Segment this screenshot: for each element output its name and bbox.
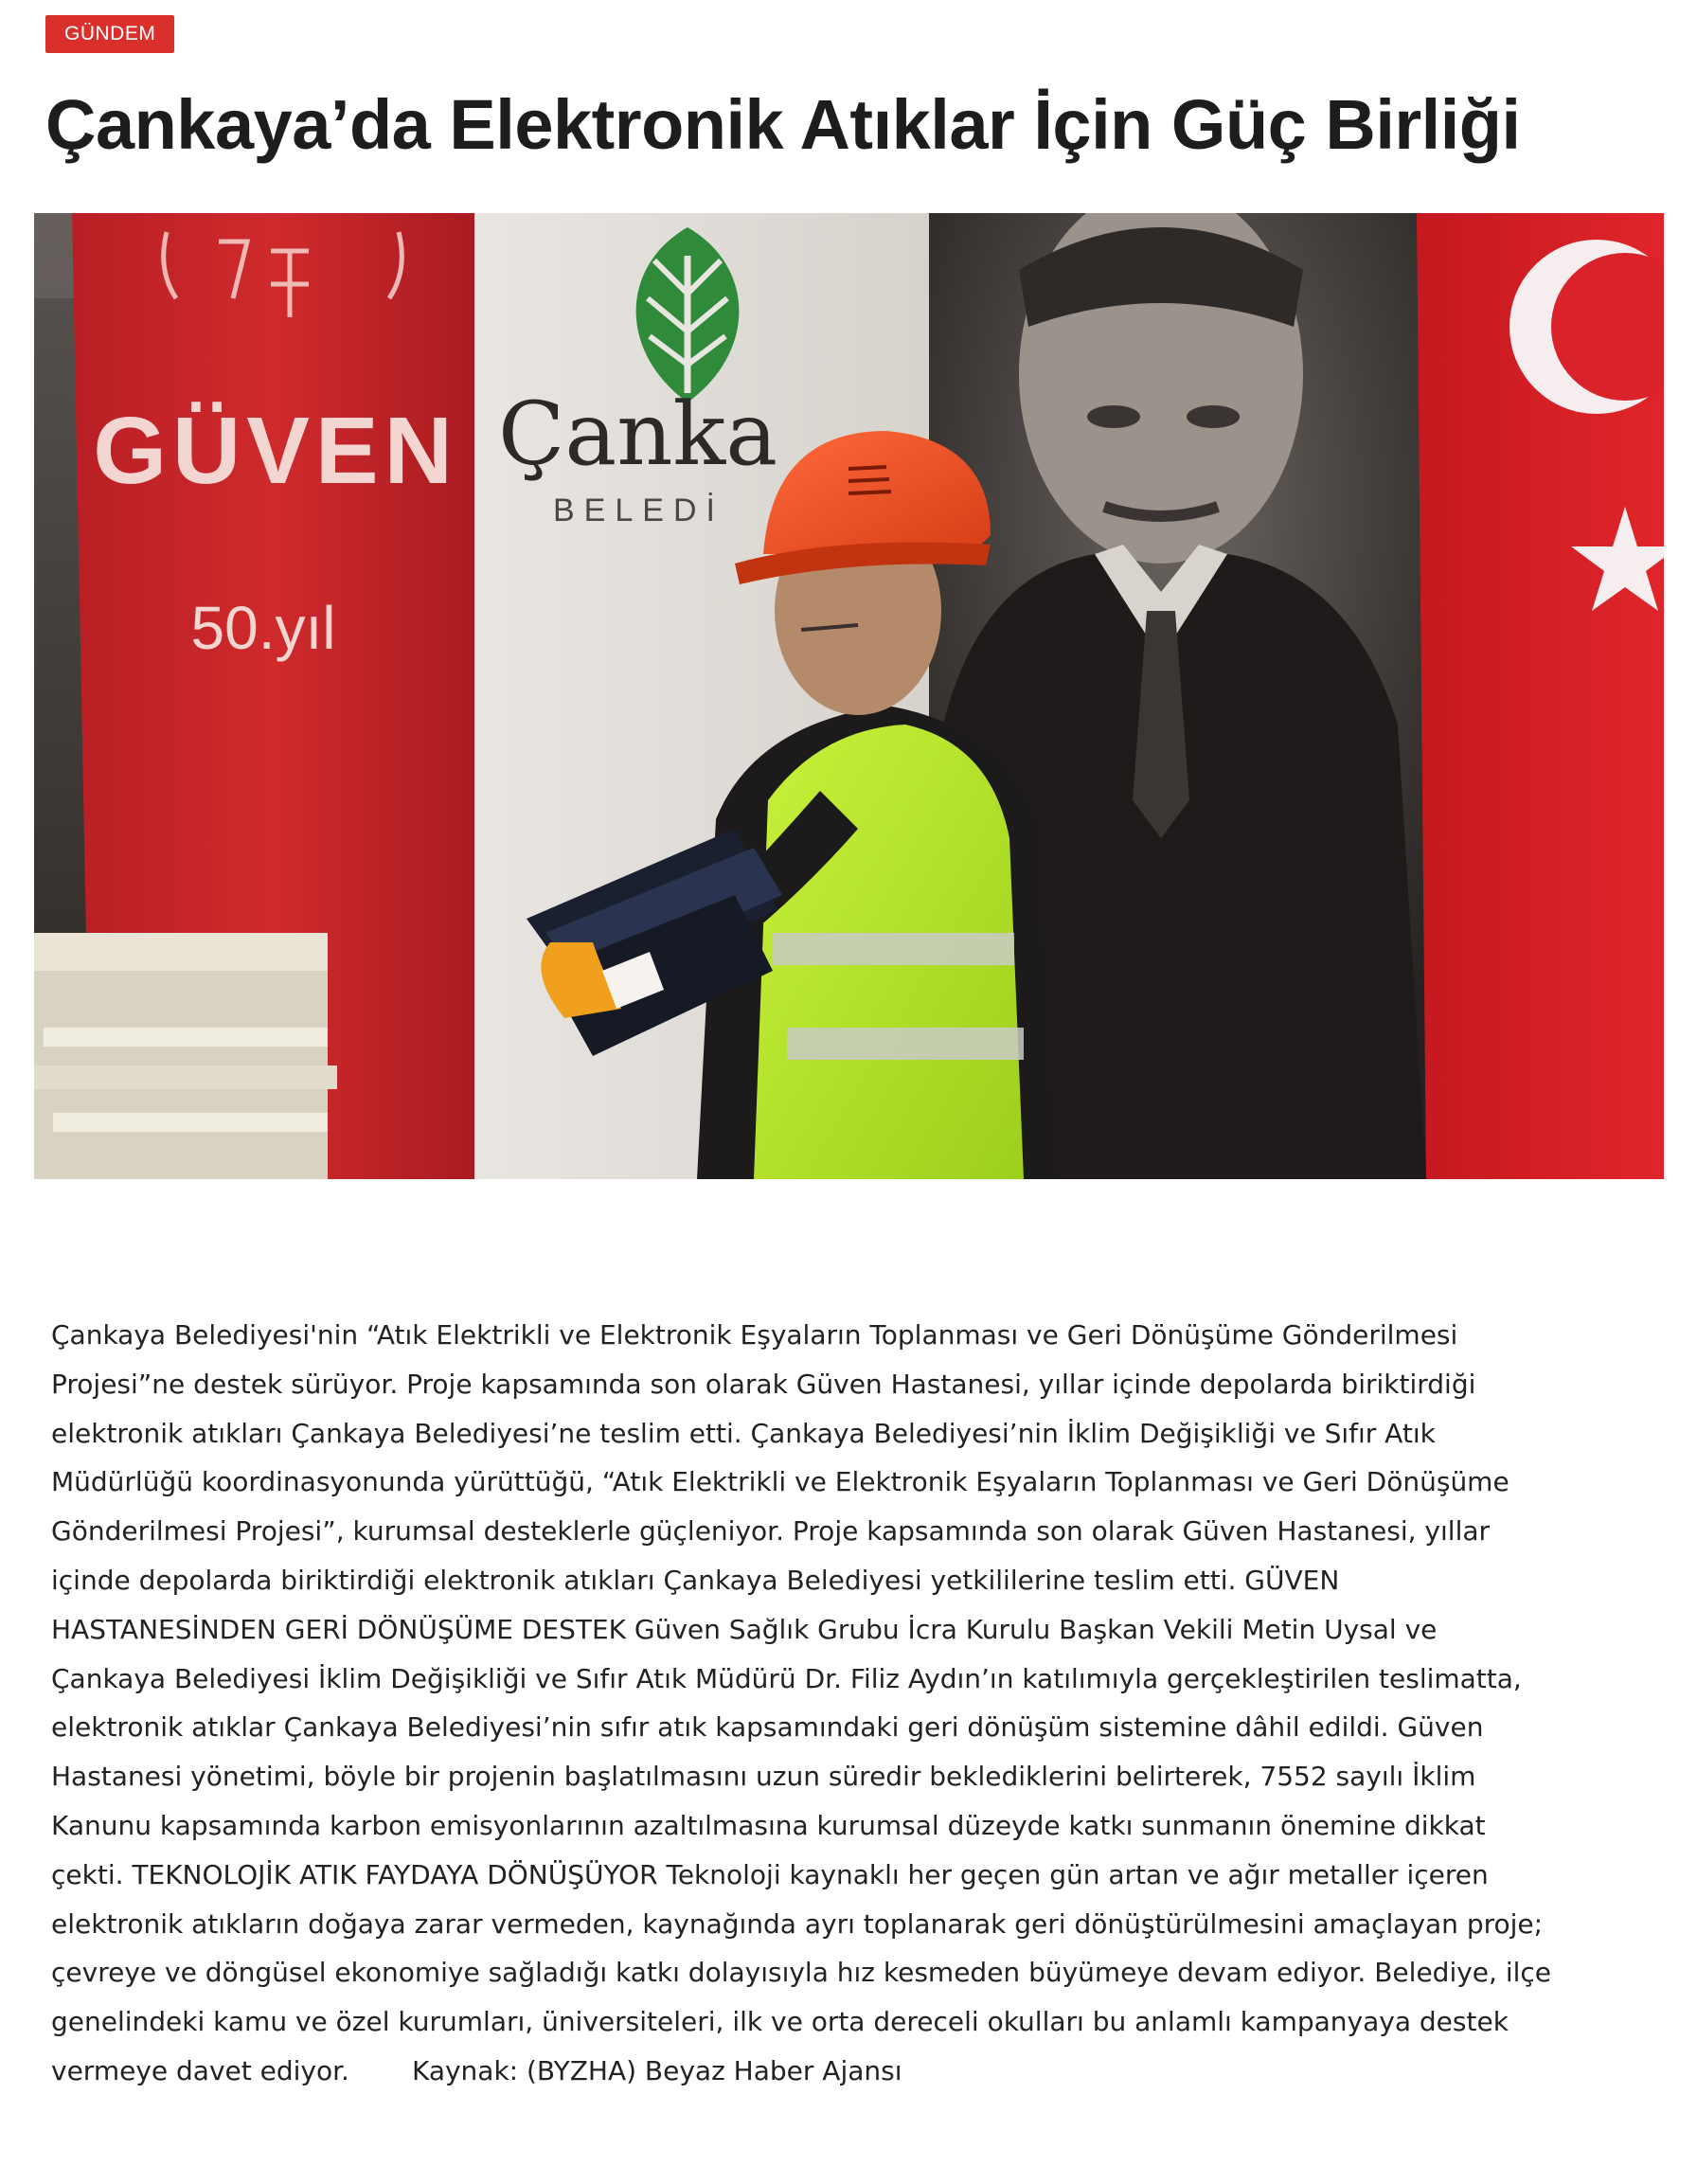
body-line: elektronik atıklar Çankaya Belediyesi’nin sıfır atık kapsamındaki geri dönüşüm sistemine dâhil edildi. Güven — [51, 1711, 1484, 1744]
flag-banner — [1417, 213, 1664, 1179]
body-last-line — [51, 2047, 1652, 2096]
article-body — [51, 1311, 1652, 2096]
body-line: Müdürlüğü koordinasyonunda yürüttüğü, “Atık Elektrikli ve Elektronik Eşyaların Toplanması ve Geri Dönüşüme — [51, 1466, 1509, 1498]
body-line: çekti. TEKNOLOJİK ATIK FAYDAYA DÖNÜŞÜYOR Teknoloji kaynaklı her geçen gün artan ve ağır metaller içeren — [51, 1858, 1489, 1890]
body-line: içinde depolarda biriktirdiği elektronik atıkları Çankaya Belediyesi yetkililerine teslim etti. GÜVEN — [51, 1564, 1340, 1596]
body-line: Projesi”ne destek sürüyor. Proje kapsamında son olarak Güven Hastanesi, yıllar içinde depolarda biriktirdiği — [51, 1368, 1476, 1400]
municipality-sub: BELEDİ — [553, 492, 724, 528]
municipality-name: Çanka — [498, 384, 778, 485]
body-line: çevreye ve döngüsel ekonomiye sağladığı katkı dolayısıyla hız kesmeden büyümeye devam ediyor. Belediye, ilçe — [51, 1957, 1551, 1989]
hospital-name: GÜVEN — [93, 398, 458, 504]
closing-text: vermeye davet ediyor. — [51, 2054, 349, 2086]
body-line: Kanunu kapsamında karbon emisyonlarının azaltılmasına kurumsal düzeyde katkı sunmanın önemine dikkat — [51, 1809, 1486, 1841]
source-credit: Kaynak: (BYZHA) Beyaz Haber Ajansı — [411, 2054, 902, 2086]
body-line: Çankaya Belediyesi İklim Değişikliği ve Sıfır Atık Müdürü Dr. Filiz Aydın’ın katılımıyla gerçekleştirilen teslimatta, — [51, 1662, 1522, 1694]
device-stack — [34, 933, 337, 1179]
hero-image — [34, 213, 1664, 1179]
article-title: Çankaya’da Elektronik Atıklar İçin Güç Birliği — [45, 85, 1521, 164]
body-line: HASTANESİNDEN GERİ DÖNÜŞÜME DESTEK Güven Sağlık Grubu İcra Kurulu Başkan Vekili Metin Uysal ve — [51, 1613, 1438, 1645]
category-badge[interactable]: GÜNDEM — [45, 15, 174, 53]
body-line: elektronik atıkların doğaya zarar vermeden, kaynağında ayrı toplanarak geri dönüştürülmesini amaçlayan proje; — [51, 1907, 1544, 1940]
body-line: Gönderilmesi Projesi”, kurumsal desteklerle güçleniyor. Proje kapsamında son olarak Güven Hastanesi, yıllar — [51, 1515, 1491, 1548]
hospital-anniversary: 50.yıl — [190, 594, 336, 662]
body-line: Hastanesi yönetimi, böyle bir projenin başlatılmasını uzun süredir beklediklerini belirterek, 7552 sayılı İklim — [51, 1761, 1476, 1793]
body-line: elektronik atıkları Çankaya Belediyesi’ne teslim etti. Çankaya Belediyesi’nin İklim Değişikliği ve Sıfır Atık — [51, 1417, 1436, 1449]
body-line: genelindeki kamu ve özel kurumları, üniversiteleri, ilk ve orta dereceli okulları bu anlamlı kampanyaya destek — [51, 2006, 1509, 2038]
body-line: Çankaya Belediyesi'nin “Atık Elektrikli ve Elektronik Eşyaların Toplanması ve Geri Dönüşüme Gönderilmesi — [51, 1319, 1458, 1351]
